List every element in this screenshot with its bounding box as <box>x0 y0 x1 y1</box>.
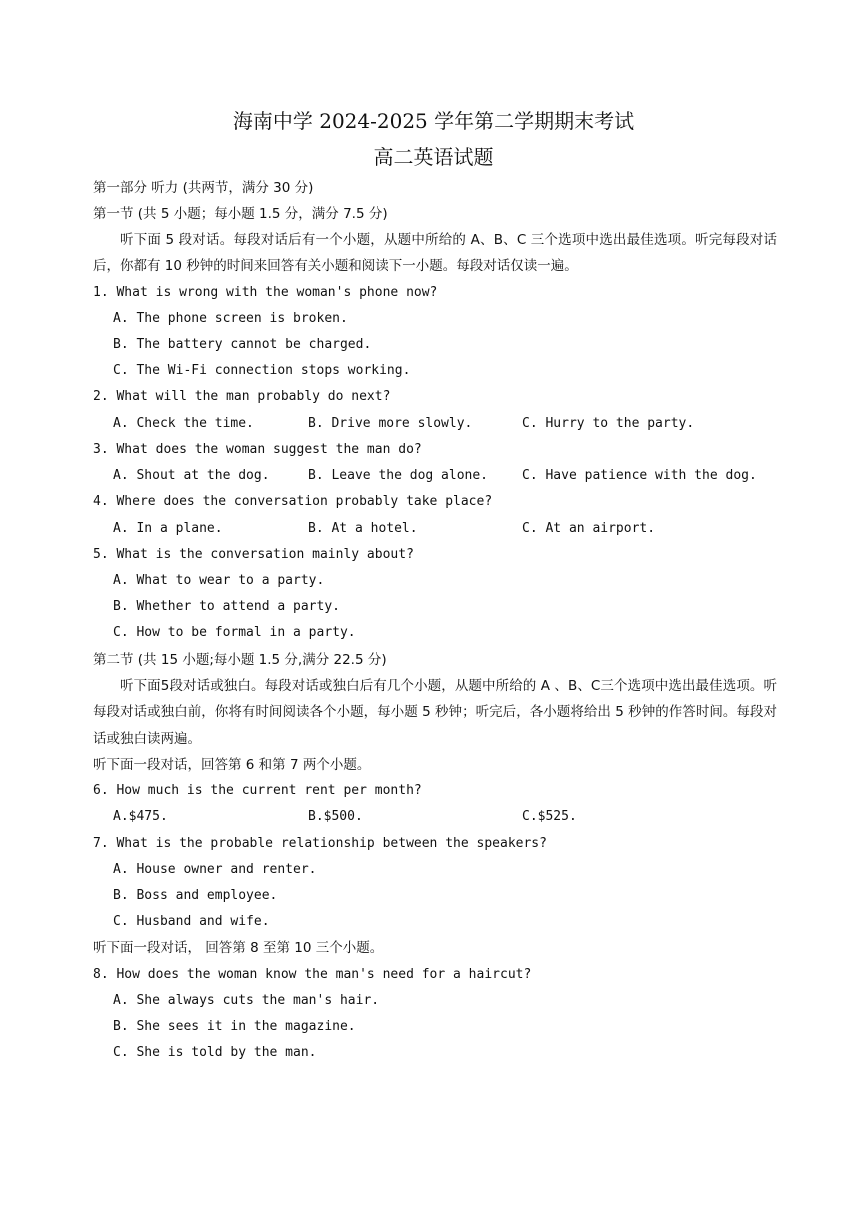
q5-option-c: C. How to be formal in a party. <box>113 625 356 640</box>
q4-option-c: C. At an airport. <box>522 521 656 536</box>
q3-option-b: B. Leave the dog alone. <box>308 468 489 483</box>
q6-option-c: C.$525. <box>522 809 577 824</box>
question-7: 7. What is the probable relationship between the speakers? <box>93 836 547 851</box>
question-2: 2. What will the man probably do next? <box>93 389 391 404</box>
q8-option-c: C. She is told by the man. <box>113 1045 317 1060</box>
q8-option-a: A. She always cuts the man's hair. <box>113 993 380 1008</box>
q5-option-b: B. Whether to attend a party. <box>113 599 340 614</box>
q4-option-a: A. In a plane. <box>113 521 223 536</box>
section1-instructions: 听下面 5 段对话。每段对话后有一个小题，从题中所给的 A、B、C 三个选项中选出最佳选项。听完每段对话后，你都有 10 秒钟的时间来回答有关小题和阅读下一小题。每段对话仅读一遍。 <box>93 232 777 275</box>
group1-instruction: 听下面一段对话，回答第 6 和第 7 两个小题。 <box>93 757 371 773</box>
q6-option-a: A.$475. <box>113 809 168 824</box>
question-6: 6. How much is the current rent per month? <box>93 783 422 798</box>
q1-option-b: B. The battery cannot be charged. <box>113 337 372 352</box>
q7-option-b: B. Boss and employee. <box>113 888 278 903</box>
exam-title: 海南中学 2024-2025 学年第二学期期末考试 <box>232 109 635 133</box>
q4-option-b: B. At a hotel. <box>308 521 418 536</box>
q2-option-b: B. Drive more slowly. <box>308 416 473 431</box>
section2-heading: 第二节 (共 15 小题;每小题 1.5 分,满分 22.5 分) <box>93 652 387 668</box>
section2-instructions: 听下面5段对话或独白。每段对话或独白后有几个小题，从题中所给的 A 、B、C三个选项中选出最佳选项。听每段对话或独白前，你将有时间阅读各个小题，每小题 5 秒钟；听完后，各小题将给出 5 秒钟的作答时间。每段对话或独白读两遍。 <box>93 678 777 747</box>
group2-instruction: 听下面一段对话， 回答第 8 至第 10 三个小题。 <box>93 940 384 956</box>
q7-option-c: C. Husband and wife. <box>113 914 270 929</box>
q2-option-a: A. Check the time. <box>113 416 254 431</box>
q1-option-c: C. The Wi-Fi connection stops working. <box>113 363 411 378</box>
exam-subtitle: 高二英语试题 <box>373 145 494 169</box>
question-5: 5. What is the conversation mainly about? <box>93 547 414 562</box>
q3-option-c: C. Have patience with the dog. <box>522 468 757 483</box>
q7-option-a: A. House owner and renter. <box>113 862 317 877</box>
q2-option-c: C. Hurry to the party. <box>522 416 695 431</box>
question-8: 8. How does the woman know the man's need for a haircut? <box>93 967 532 982</box>
question-3: 3. What does the woman suggest the man do? <box>93 442 422 457</box>
question-4: 4. Where does the conversation probably take place? <box>93 494 493 509</box>
q1-option-a: A. The phone screen is broken. <box>113 311 348 326</box>
q6-option-b: B.$500. <box>308 809 363 824</box>
part1-heading: 第一部分 听力 (共两节，满分 30 分) <box>93 180 314 196</box>
q5-option-a: A. What to wear to a party. <box>113 573 325 588</box>
question-1: 1. What is wrong with the woman's phone now? <box>93 285 438 300</box>
q3-option-a: A. Shout at the dog. <box>113 468 270 483</box>
section1-heading: 第一节 (共 5 小题；每小题 1.5 分，满分 7.5 分) <box>93 206 388 222</box>
q8-option-b: B. She sees it in the magazine. <box>113 1019 356 1034</box>
